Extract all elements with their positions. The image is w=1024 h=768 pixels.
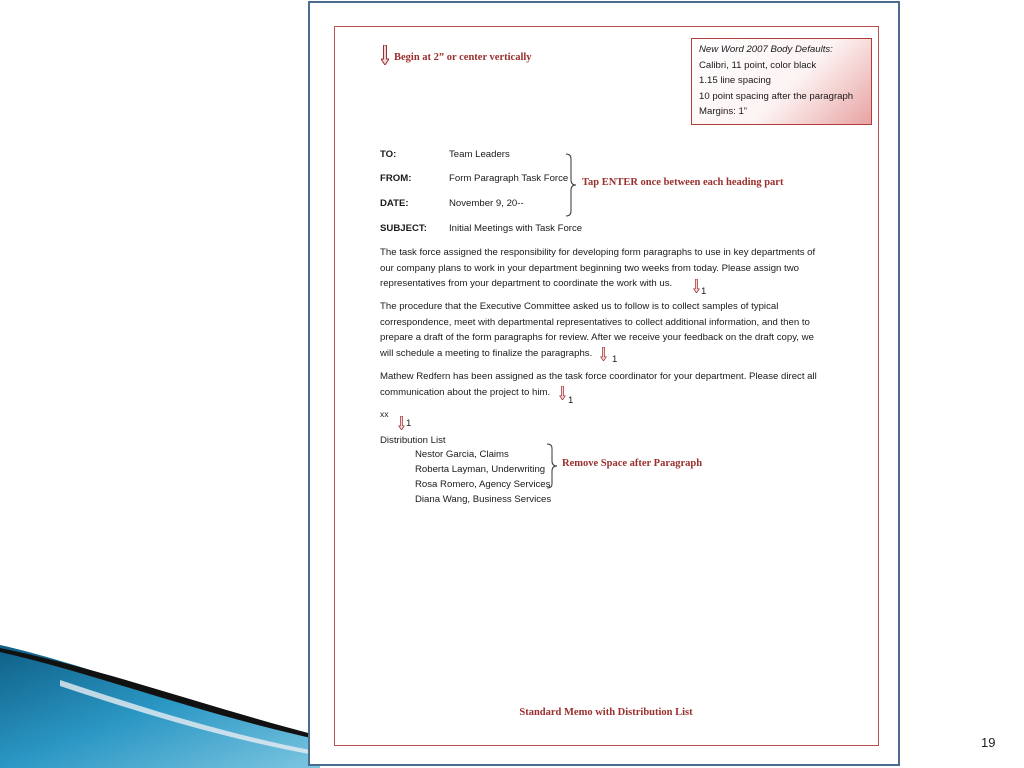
memo-paragraph-1: [380, 245, 845, 292]
heading-date-value: November 9, 20--: [449, 198, 524, 209]
memo-paragraph-3: [380, 369, 845, 400]
space-marker: 1: [406, 418, 412, 429]
space-marker: 1: [612, 354, 618, 365]
defaults-line: 10 point spacing after the paragraph: [699, 90, 854, 102]
defaults-title: New Word 2007 Body Defaults:: [699, 44, 833, 55]
word-defaults-callout: [691, 38, 872, 125]
paragraph-line: The task force assigned the responsibility for developing form paragraphs to use in key departments of: [380, 247, 816, 258]
distribution-item: Diana Wang, Business Services: [415, 494, 552, 505]
down-arrow-icon: [398, 416, 405, 430]
distribution-item: Rosa Romero, Agency Services: [415, 479, 551, 490]
memo-paragraph-2: [380, 299, 845, 361]
down-arrow-icon: [600, 347, 607, 361]
defaults-line: Calibri, 11 point, color black: [699, 59, 817, 71]
down-arrow-icon: [693, 279, 700, 293]
figure-caption: Standard Memo with Distribution List: [519, 707, 693, 718]
slide-number: 19: [981, 735, 996, 750]
heading-to-value: Team Leaders: [449, 149, 510, 160]
slide-decoration-swoosh: [0, 640, 320, 768]
heading-from-value: Form Paragraph Task Force: [449, 173, 569, 184]
distribution-label: Distribution List: [380, 435, 446, 446]
paragraph-line: correspondence, meet with departmental representatives to collect additional information, and then to: [380, 316, 810, 328]
space-marker: 1: [568, 395, 574, 406]
right-brace-icon: [546, 443, 558, 489]
space-marker: 1: [701, 286, 707, 297]
defaults-line: 1.15 line spacing: [699, 75, 772, 87]
down-arrow-icon: [381, 45, 389, 65]
down-arrow-icon: [559, 386, 566, 400]
paragraph-line: The procedure that the Executive Committee asked us to follow is to collect samples of typical: [380, 301, 779, 312]
right-brace-icon: [565, 153, 577, 217]
paragraph-line: our company plans to work in your department beginning two weeks from today. Please assign two: [380, 262, 799, 274]
begin-annotation: Begin at 2” or center vertically: [394, 52, 532, 63]
document-page: [308, 1, 900, 766]
distribution-item: Nestor Garcia, Claims: [415, 449, 509, 460]
heading-subject-value: Initial Meetings with Task Force: [449, 223, 583, 234]
paragraph-line: prepare a draft of the form paragraphs for review. After we receive your feedback on the draft copy, we: [380, 332, 814, 344]
heading-date-label: DATE:: [380, 198, 409, 209]
paragraph-line: [380, 276, 845, 292]
heading-subject-label: SUBJECT:: [380, 223, 427, 234]
memo-document: [310, 3, 902, 768]
remove-space-annotation: Remove Space after Paragraph: [562, 458, 703, 469]
paragraph-line-text: representatives from your department to coordinate the work with us.: [380, 278, 673, 290]
paragraph-line: Mathew Redfern has been assigned as the task force coordinator for your department. Please direct all: [380, 371, 817, 382]
defaults-line: Margins: 1”: [699, 106, 747, 118]
distribution-item: Roberta Layman, Underwriting: [415, 464, 546, 475]
heading-from-label: FROM:: [380, 173, 412, 184]
paragraph-line: communication about the project to him.: [380, 386, 551, 398]
tap-enter-annotation: Tap ENTER once between each heading part: [582, 177, 784, 188]
reference-initials: xx: [380, 409, 389, 419]
heading-to-label: TO:: [380, 149, 397, 160]
paragraph-line: will schedule a meeting to finalize the paragraphs.: [380, 347, 593, 359]
